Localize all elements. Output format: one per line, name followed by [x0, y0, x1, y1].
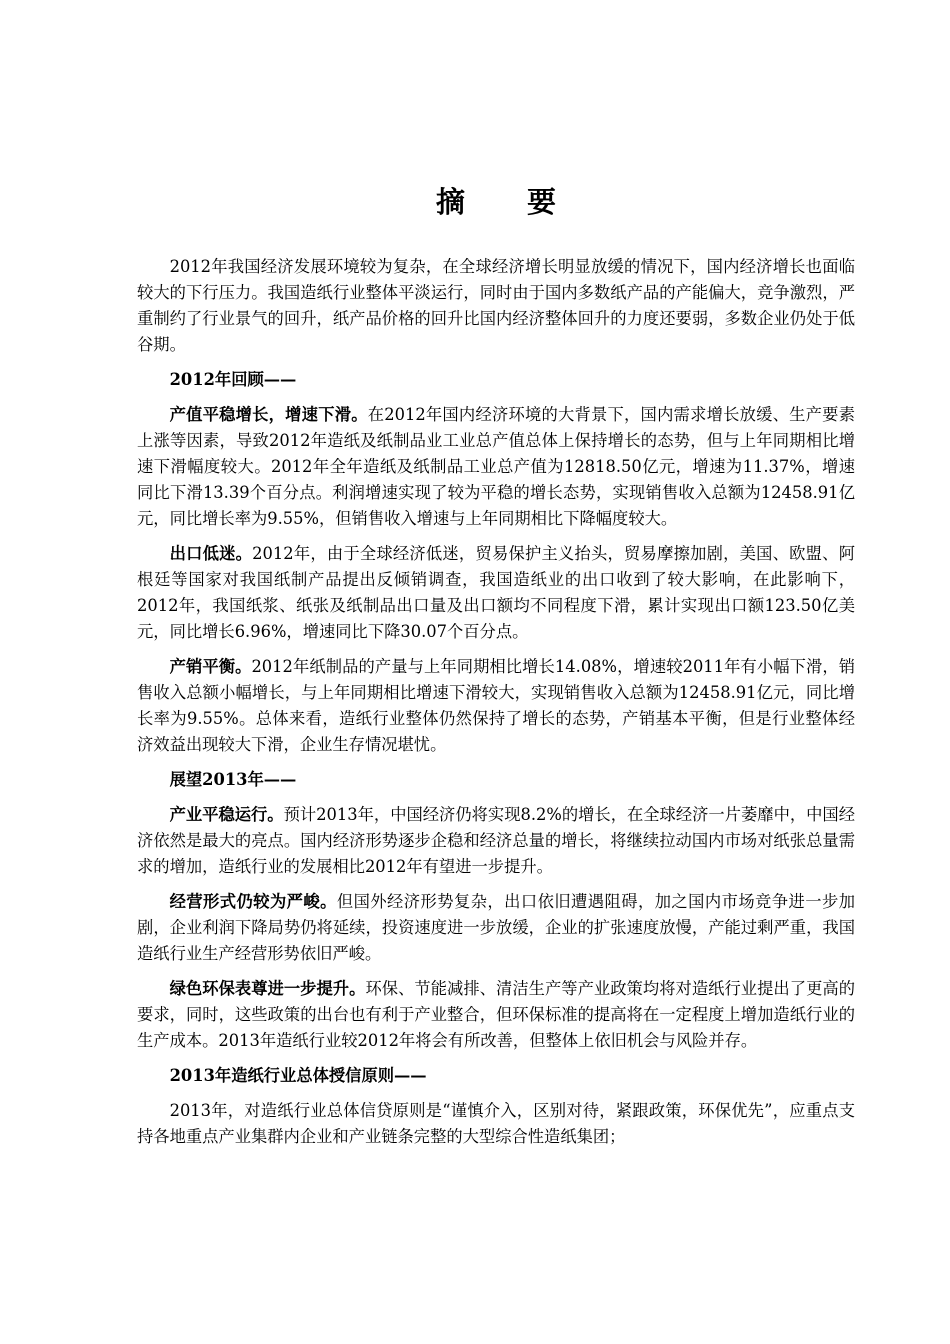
outlook-text-severe: 但国外经济形势复杂，出口依旧遭遇阻碍，加之国内市场竞争进一步加剧，企业利润下降局势仍将延续，投资速度进一步放缓，企业的扩张速度放慢，产能过剩严重，我国造纸行业生产经营形势依旧严峻。 — [137, 892, 855, 963]
review-lead-export: 出口低迷。 — [169, 544, 253, 563]
review-lead-balance: 产销平衡。 — [169, 657, 252, 676]
review-paragraph-balance — [137, 654, 855, 758]
outlook-lead-severe: 经营形式仍较为严峻。 — [169, 892, 337, 911]
review-heading: 2012年回顾—— — [169, 370, 297, 389]
outlook-text-green: 环保、节能减排、清洁生产等产业政策均将对造纸行业提出了更高的要求，同时，这些政策的出台也有利于产业整合，但环保标准的提高将在一定程度上增加造纸行业的生产成本。2013年造纸行业较2012年将会有所改善，但整体上依旧机会与风险并存。 — [137, 979, 855, 1050]
outlook-lead-green: 绿色环保表尊进一步提升。 — [169, 979, 366, 998]
review-text-export: 2012年，由于全球经济低迷，贸易保护主义抬头，贸易摩擦加剧，美国、欧盟、阿根廷等国家对我国纸制产品提出反倾销调查，我国造纸业的出口收到了较大影响，在此影响下，2012年，我国纸浆、纸张及纸制品出口量及出口额均不同程度下滑，累计实现出口额123.50亿美元，同比增长6.96%，增速同比下降30.07个百分点。 — [137, 544, 855, 641]
review-paragraph-output — [137, 402, 855, 532]
outlook-heading: 展望2013年—— — [169, 770, 297, 789]
intro-paragraph: 2012年我国经济发展环境较为复杂，在全球经济增长明显放缓的情况下，国内经济增长也面临较大的下行压力。我国造纸行业整体平淡运行，同时由于国内多数纸产品的产能偏大，竞争激烈，严重制约了行业景气的回升，纸产品价格的回升比国内经济整体回升的力度还要弱，多数企业仍处于低谷期。 — [137, 257, 855, 354]
review-text-output: 在2012年国内经济环境的大背景下，国内需求增长放缓、生产要素上涨等因素，导致2012年造纸及纸制品业工业总产值总体上保持增长的态势，但与上年同期相比增速下滑幅度较大。2012年全年造纸及纸制品工业总产值为12818.50亿元，增速为11.37%，增速同比下滑13.39个百分点。利润增速实现了较为平稳的增长态势，实现销售收入总额为12458.91亿元，同比增长率为9.55%，但销售收入增速与上年同期相比下降幅度较大。 — [137, 405, 855, 528]
outlook-paragraph-stable — [137, 802, 855, 880]
outlook-paragraph-green — [137, 976, 855, 1054]
outlook-paragraph-severe — [137, 889, 855, 967]
review-text-balance: 2012年纸制品的产量与上年同期相比增长14.08%，增速较2011年有小幅下滑，销售收入总额小幅增长，与上年同期相比增速下滑较大，实现销售收入总额为12458.91亿元，同比增长率为9.55%。总体来看，造纸行业整体仍然保持了增长的态势，产销基本平衡，但是行业整体经济效益出现较大下滑，企业生存情况堪忧。 — [137, 657, 855, 754]
credit-paragraph: 2013年，对造纸行业总体信贷原则是“谨慎介入，区别对待，紧跟政策，环保优先”，应重点支持各地重点产业集群内企业和产业链条完整的大型综合性造纸集团； — [137, 1101, 855, 1146]
outlook-lead-stable: 产业平稳运行。 — [169, 805, 284, 824]
page-title: 摘 要 — [435, 185, 583, 219]
review-paragraph-export — [137, 541, 855, 645]
outlook-text-stable: 预计2013年，中国经济仍将实现8.2%的增长，在全球经济一片萎靡中，中国经济依然是最大的亮点。国内经济形势逐步企稳和经济总量的增长，将继续拉动国内市场对纸张总量需求的增加，造纸行业的发展相比2012年有望进一步提升。 — [137, 805, 855, 876]
credit-heading: 2013年造纸行业总体授信原则—— — [169, 1066, 427, 1085]
document-page — [137, 180, 855, 1159]
review-lead-output: 产值平稳增长，增速下滑。 — [169, 405, 368, 424]
